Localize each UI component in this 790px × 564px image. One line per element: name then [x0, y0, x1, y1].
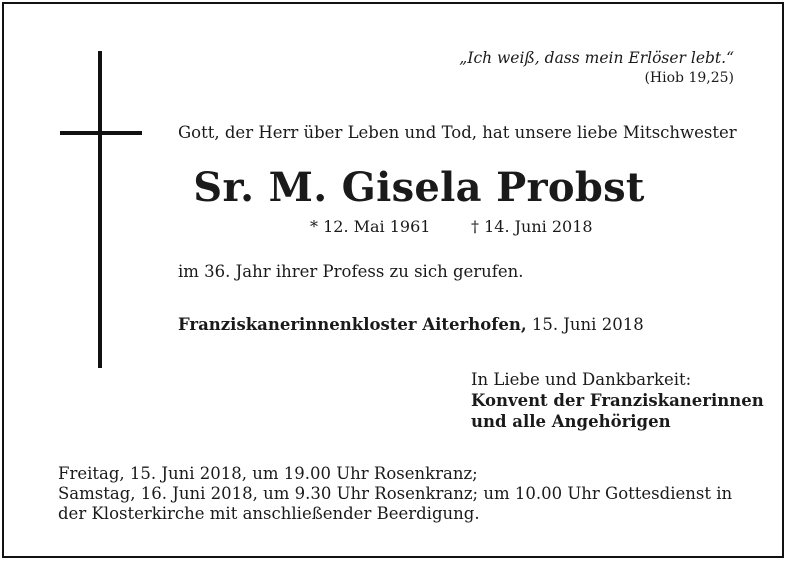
thanks-line: In Liebe und Dankbarkeit:: [471, 370, 692, 389]
deceased-name: Sr. M. Gisela Probst: [193, 164, 645, 211]
intro-text: Gott, der Herr über Leben und Tod, hat unsere liebe Mitschwester: [178, 123, 737, 142]
bible-quote: „Ich weiß, dass mein Erlöser lebt.“: [459, 49, 734, 67]
origin-line: [178, 315, 644, 334]
schedule-block: [58, 464, 748, 524]
schedule-line-1: Freitag, 15. Juni 2018, um 19.00 Uhr Rosenkranz;: [58, 464, 478, 483]
obituary-card: [2, 2, 784, 558]
schedule-line-2: Samstag, 16. Juni 2018, um 9.30 Uhr Rosenkranz; um 10.00 Uhr Gottesdienst in: [58, 484, 733, 503]
thanks-block: [471, 369, 764, 432]
origin-place: Franziskanerinnenkloster Aiterhofen,: [178, 315, 527, 334]
schedule-line-3: der Klosterkirche mit anschließender Beerdigung.: [58, 504, 480, 523]
quote-source: (Hiob 19,25): [644, 70, 734, 86]
origin-date: 15. Juni 2018: [526, 315, 644, 334]
cross-icon-bar: [60, 131, 142, 135]
signers-line-2: und alle Angehörigen: [471, 412, 671, 431]
signers-line-1: Konvent der Franziskanerinnen: [471, 391, 764, 410]
death-date: † 14. Juni 2018: [471, 217, 593, 236]
profess-text: im 36. Jahr ihrer Profess zu sich gerufen.: [178, 262, 524, 281]
birth-date: * 12. Mai 1961: [310, 217, 431, 236]
